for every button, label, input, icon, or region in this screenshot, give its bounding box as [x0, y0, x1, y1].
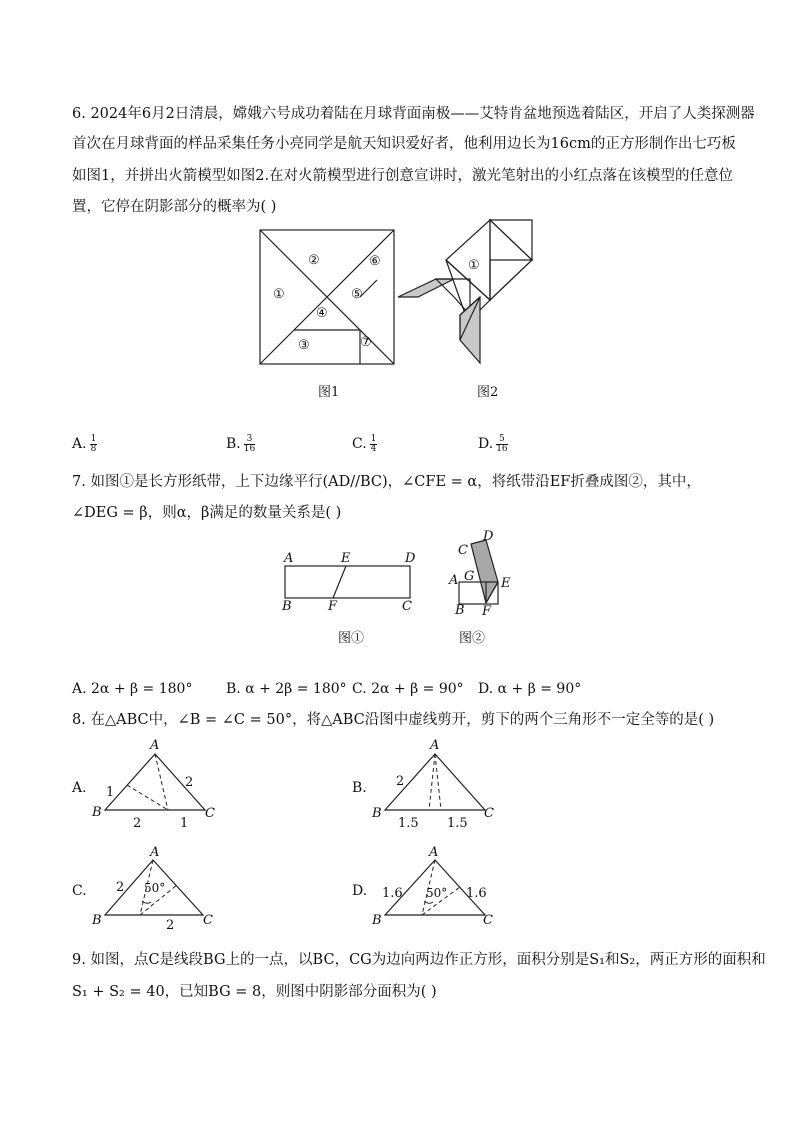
q7-fig1-point-c: C: [402, 599, 412, 614]
q7-option-b[interactable]: B. α + 2β = 180°: [226, 681, 347, 697]
q6-fig1-caption: 图1: [318, 385, 340, 400]
q8d-label-c: C: [483, 913, 493, 928]
q8c-label-angle: 50°: [144, 881, 166, 895]
q8-option-a-letter[interactable]: A.: [72, 780, 87, 796]
q8d-label-angle: 50°: [426, 886, 448, 900]
q8a-label-base-2: 2: [133, 816, 142, 831]
q8c-label-base-2: 2: [166, 918, 175, 933]
piece-6-label: ⑥: [369, 254, 381, 269]
piece-2-label: ②: [308, 253, 320, 268]
piece-3-label: ③: [298, 338, 310, 353]
q7-fig2-point-d: D: [483, 529, 494, 544]
q8-option-d-letter[interactable]: D.: [352, 883, 368, 899]
q6-line-1: 6. 2024年6月2日清晨，嫦娥六号成功着陆在月球背面南极——艾特肯盆地预选着陆区，开启了人类探测器: [72, 106, 755, 122]
q8d-label-b: B: [372, 913, 382, 928]
q6-line-4: 置，它停在阴影部分的概率为( ): [72, 199, 277, 215]
q8d-label-a: A: [429, 845, 439, 860]
q8-line: 8. 在△ABC中，∠B = ∠C = 50°，将△ABC沿图中虚线剪开，剪下的两个三角形不一定全等的是( ): [72, 712, 715, 728]
q8a-label-side-1: 1: [106, 785, 115, 800]
piece-5-label: ⑤: [351, 287, 363, 302]
q8-option-c-letter[interactable]: C.: [72, 883, 87, 899]
q6-fig2-caption: 图2: [477, 385, 499, 400]
q7-fig2-point-g: G: [464, 569, 475, 584]
q8c-label-side-2: 2: [116, 880, 125, 895]
q7-fig1-point-e: E: [341, 551, 351, 566]
q7-fig1-point-f: F: [328, 599, 338, 614]
q7-fig2-point-c: C: [458, 543, 468, 558]
q8b-label-a: A: [430, 738, 440, 753]
q8a-label-side-2: 2: [185, 775, 194, 790]
q8b-label-c: C: [484, 806, 494, 821]
rocket-piece-1-label: ①: [468, 258, 480, 273]
q8-option-b-letter[interactable]: B.: [352, 780, 367, 796]
q7-line-1: 7. 如图①是长方形纸带，上下边缘平行(AD//BC)，∠CFE = α，将纸带沿EF折叠成图②，其中，: [72, 474, 701, 490]
q8b-label-side-2: 2: [396, 774, 405, 789]
q8c-label-c: C: [203, 913, 213, 928]
q8a-label-c: C: [205, 806, 215, 821]
q8d-label-side-right: 1.6: [466, 886, 487, 901]
q8a-label-b: B: [92, 805, 102, 820]
q7-option-a[interactable]: A. 2α + β = 180°: [72, 681, 193, 697]
q8c-label-a: A: [150, 845, 160, 860]
piece-7-label: ⑦: [360, 335, 372, 350]
q8a-label-a: A: [150, 738, 160, 753]
q7-fig2-point-a: A: [449, 573, 459, 588]
q7-fig1-point-d: D: [405, 551, 416, 566]
q8d-label-side-left: 1.6: [382, 886, 403, 901]
q7-line-2: ∠DEG = β，则α，β满足的数量关系是( ): [72, 505, 342, 521]
q7-fig2-point-e: E: [501, 576, 511, 591]
q6-figure-2-rocket: [390, 215, 540, 370]
q8a-label-base-1: 1: [180, 816, 189, 831]
q7-fig1-caption: 图①: [338, 631, 365, 646]
q8c-label-b: B: [92, 913, 102, 928]
piece-4-label: ④: [316, 306, 328, 321]
q6-option-d[interactable]: D. $\frac{5}{16}$: [478, 433, 508, 454]
q7-option-c[interactable]: C. 2α + β = 90°: [352, 681, 464, 697]
q8b-label-b: B: [372, 806, 382, 821]
q6-line-2: 首次在月球背面的样品采集任务小亮同学是航天知识爱好者，他利用边长为16cm的正方形制作出七巧板: [72, 136, 736, 152]
q9-line-2: S₁ + S₂ = 40，已知BG = 8，则图中阴影部分面积为( ): [72, 984, 437, 1000]
q6-option-a[interactable]: A. $\frac{1}{8}$: [72, 433, 97, 454]
q7-fig2-point-f: F: [482, 604, 492, 619]
q7-fig1-point-a: A: [284, 551, 294, 566]
q6-option-b[interactable]: B. $\frac{3}{16}$: [226, 433, 256, 454]
q6-option-c[interactable]: C. $\frac{1}{4}$: [352, 433, 377, 454]
q7-fig1-point-b: B: [282, 599, 292, 614]
q7-option-d[interactable]: D. α + β = 90°: [478, 681, 582, 697]
q8b-label-base-left: 1.5: [398, 816, 419, 831]
q8b-label-base-right: 1.5: [447, 816, 468, 831]
piece-1-label: ①: [273, 287, 285, 302]
q7-fig2-point-b: B: [455, 603, 465, 618]
q6-line-3: 如图1，并拼出火箭模型如图2.在对火箭模型进行创意宣讲时，激光笔射出的小红点落在该模型的任意位: [72, 168, 734, 184]
q7-fig2-caption: 图②: [459, 631, 486, 646]
q9-line-1: 9. 如图，点C是线段BG上的一点，以BC，CG为边向两边作正方形，面积分别是S₁和S₂，两正方形的面积和: [72, 952, 766, 968]
